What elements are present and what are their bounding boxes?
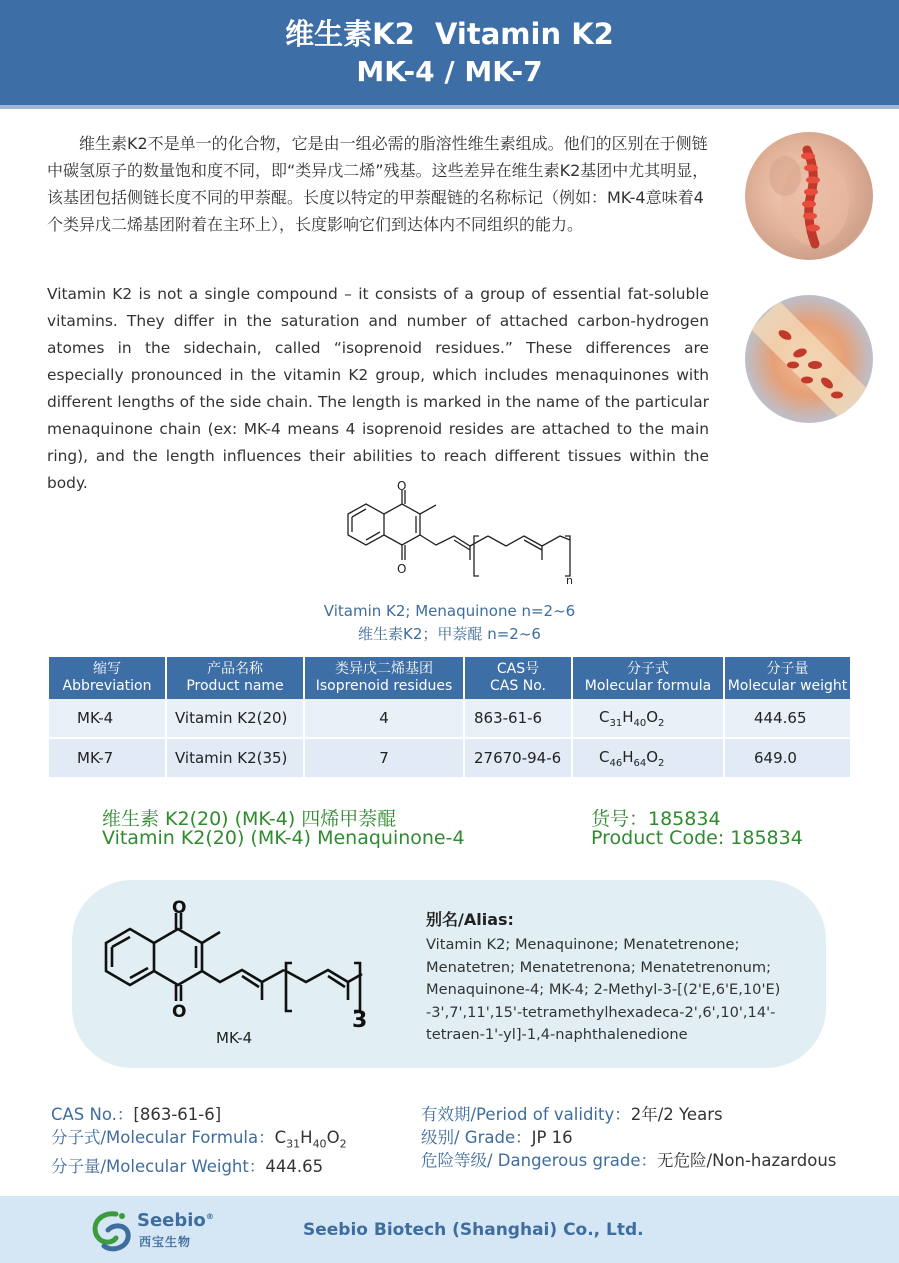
specs-right bbox=[421, 1103, 836, 1172]
formula-c: C bbox=[599, 747, 610, 766]
col-header-cn: 分子量 bbox=[766, 661, 809, 677]
alias-line: Menatetren; Menatetrenona; Menatetrenonum; bbox=[426, 958, 772, 976]
spec-grade bbox=[421, 1126, 836, 1149]
mk4-structure-diagram bbox=[96, 893, 376, 1053]
cell-formula bbox=[572, 699, 724, 738]
col-header-en: Abbreviation bbox=[62, 678, 152, 694]
alias-line: -3',7',11',15'-tetramethylhexadeca-2',6',10',14'- bbox=[426, 1003, 776, 1021]
col-header-cas bbox=[464, 657, 572, 699]
col-header-en: Molecular weight bbox=[727, 678, 848, 694]
repeat-subscript: 3 bbox=[352, 1008, 368, 1033]
product-code-en: Product Code: 185834 bbox=[591, 827, 803, 849]
formula-o: O bbox=[646, 707, 659, 726]
col-header-en: Isoprenoid residues bbox=[315, 678, 453, 694]
blood-vessel-illustration bbox=[745, 295, 873, 423]
oxygen-label-top: O bbox=[172, 898, 187, 918]
col-header-weight bbox=[724, 657, 850, 699]
seebio-logo-icon bbox=[86, 1208, 138, 1254]
spec-formula-c-count: 31 bbox=[286, 1137, 301, 1151]
oxygen-label-top: O bbox=[397, 479, 407, 493]
cell-formula bbox=[572, 738, 724, 778]
formula-h: H bbox=[622, 747, 634, 766]
spec-validity-label: 有效期/Period of validity： bbox=[421, 1105, 631, 1124]
cell-residues: 7 bbox=[304, 738, 464, 778]
spec-danger-value: 无危险/Non-hazardous bbox=[657, 1151, 837, 1170]
page-title: 维生素K2 Vitamin K2 bbox=[285, 17, 614, 51]
spec-weight bbox=[51, 1155, 347, 1178]
spec-formula-h-count: 40 bbox=[312, 1137, 327, 1151]
vitamin-k2-table bbox=[49, 657, 850, 779]
spec-cas-label: CAS No.： bbox=[51, 1105, 134, 1124]
col-header-cn: 缩写 bbox=[93, 661, 121, 677]
col-header-isoprenoid bbox=[304, 657, 464, 699]
spec-weight-value: 444.65 bbox=[265, 1157, 324, 1177]
spec-grade-label: 级别/ Grade： bbox=[421, 1128, 532, 1147]
spec-danger-label: 危险等级/ Dangerous grade： bbox=[421, 1151, 658, 1170]
cell-weight: 444.65 bbox=[724, 699, 850, 738]
formula-o-count: 2 bbox=[658, 717, 665, 729]
formula-o: O bbox=[646, 747, 659, 766]
formula-c-count: 31 bbox=[609, 717, 623, 729]
spec-cas bbox=[51, 1103, 347, 1126]
product-name-cn: 维生素 K2(20) (MK-4) 四烯甲萘醌 bbox=[102, 808, 397, 830]
product-code-cn: 货号：185834 bbox=[591, 808, 721, 830]
table-row bbox=[49, 738, 850, 778]
company-name: Seebio Biotech (Shanghai) Co., Ltd. bbox=[303, 1220, 644, 1240]
spec-formula bbox=[51, 1126, 347, 1155]
page-header bbox=[0, 0, 899, 105]
cell-product-name: Vitamin K2(35) bbox=[166, 738, 304, 778]
formula-o-count: 2 bbox=[658, 757, 665, 769]
alias-line: tetraen-1'-yl]-1,4-naphthalenedione bbox=[426, 1026, 688, 1043]
oxygen-label-bottom: O bbox=[172, 1002, 187, 1022]
spec-weight-label: 分子量/Molecular Weight： bbox=[51, 1157, 266, 1177]
specs-left bbox=[51, 1103, 347, 1178]
oxygen-label-bottom: O bbox=[397, 562, 407, 576]
alias-line: Menaquinone-4; MK-4; 2-Methyl-3-[(2'E,6'E,10'E) bbox=[426, 981, 781, 998]
spec-cas-value: [863-61-6] bbox=[133, 1105, 222, 1124]
spec-danger bbox=[421, 1149, 836, 1172]
intro-paragraph-en: Vitamin K2 is not a single compound – it consists of a group of essential fat-soluble vitamins. They differ in the saturation and number of attached carbon-hydrogen atomes in the sidechain, called “isoprenoid residues.” These differences are especially pronounced in the vitamin K2 group, which includes menaquinones with different lengths of the side chain. The length is marked in the name of the particular menaquinone chain (ex: MK-4 means 4 isoprenoid resides are attached to the main ring), and the length influences their abilities to reach different tissues within the body. bbox=[47, 285, 709, 492]
alias-line: Vitamin K2; Menaquinone; Menatetrenone; bbox=[426, 936, 740, 953]
intro-paragraph-cn: 维生素K2不是单一的化合物，它是由一组必需的脂溶性维生素组成。他们的区别在于侧链中碳氢原子的数量饱和度不同，即“类异戊二烯”残基。这些差异在维生素K2基团中尤其明显，该基团包括侧链长度不同的甲萘醌。长度以特定的甲萘醌链的名称标记（例如：MK-4意味着4个类异戊二烯基团附着在主环上），长度影响它们到达体内不同组织的能力。 bbox=[47, 134, 709, 234]
menaquinone-structure-diagram bbox=[320, 478, 590, 598]
spec-formula-c: C bbox=[274, 1128, 287, 1147]
cell-cas: 863-61-6 bbox=[464, 699, 572, 738]
cell-cas: 27670-94-6 bbox=[464, 738, 572, 778]
spec-validity-value: 2年/2 Years bbox=[630, 1105, 723, 1124]
col-header-cn: 产品名称 bbox=[207, 661, 263, 677]
mk4-label: MK-4 bbox=[216, 1029, 253, 1047]
logo-registered: ® bbox=[205, 1212, 214, 1221]
cell-residues: 4 bbox=[304, 699, 464, 738]
page-subtitle: MK-4 / MK-7 bbox=[356, 55, 543, 88]
col-header-en: Product name bbox=[186, 678, 284, 694]
formula-c-count: 46 bbox=[609, 757, 623, 769]
logo-wordmark bbox=[137, 1210, 214, 1231]
spine-illustration bbox=[745, 132, 873, 260]
cell-product-name: Vitamin K2(20) bbox=[166, 699, 304, 738]
logo-text: Seebio bbox=[137, 1210, 206, 1231]
header-shadow bbox=[0, 105, 899, 109]
table-row bbox=[49, 699, 850, 738]
cell-abbreviation: MK-4 bbox=[49, 699, 166, 738]
col-header-en: Molecular formula bbox=[584, 678, 712, 694]
col-header-en: CAS No. bbox=[490, 678, 546, 694]
cell-weight: 649.0 bbox=[724, 738, 850, 778]
spec-validity bbox=[421, 1103, 836, 1126]
structure-caption-cn: 维生素K2；甲萘醌 n=2~6 bbox=[358, 625, 541, 643]
spec-formula-label: 分子式/Molecular Formula： bbox=[51, 1128, 275, 1147]
col-header-cn: CAS号 bbox=[496, 661, 540, 677]
alias-title: 别名/Alias: bbox=[426, 910, 514, 929]
alias-text bbox=[426, 934, 806, 1047]
structure-caption-en: Vitamin K2; Menaquinone n=2~6 bbox=[323, 602, 576, 620]
spec-formula-h: H bbox=[300, 1128, 313, 1147]
spec-formula-o-count: 2 bbox=[339, 1137, 347, 1151]
col-header-product-name bbox=[166, 657, 304, 699]
formula-c: C bbox=[599, 707, 610, 726]
logo-cn: 西宝生物 bbox=[139, 1235, 192, 1249]
col-header-cn: 分子式 bbox=[627, 661, 669, 677]
formula-h-count: 40 bbox=[633, 717, 647, 729]
spec-grade-value: JP 16 bbox=[531, 1128, 573, 1147]
col-header-cn: 类异戊二烯基团 bbox=[335, 661, 433, 677]
product-name-en: Vitamin K2(20) (MK-4) Menaquinone-4 bbox=[102, 827, 465, 849]
repeat-subscript-n: n bbox=[566, 574, 573, 587]
table-header-row bbox=[49, 657, 850, 699]
formula-h: H bbox=[622, 707, 634, 726]
cell-abbreviation: MK-7 bbox=[49, 738, 166, 778]
col-header-formula bbox=[572, 657, 724, 699]
formula-h-count: 64 bbox=[633, 757, 647, 769]
col-header-abbreviation bbox=[49, 657, 166, 699]
spec-formula-o: O bbox=[326, 1128, 340, 1147]
page-footer bbox=[0, 1196, 899, 1263]
